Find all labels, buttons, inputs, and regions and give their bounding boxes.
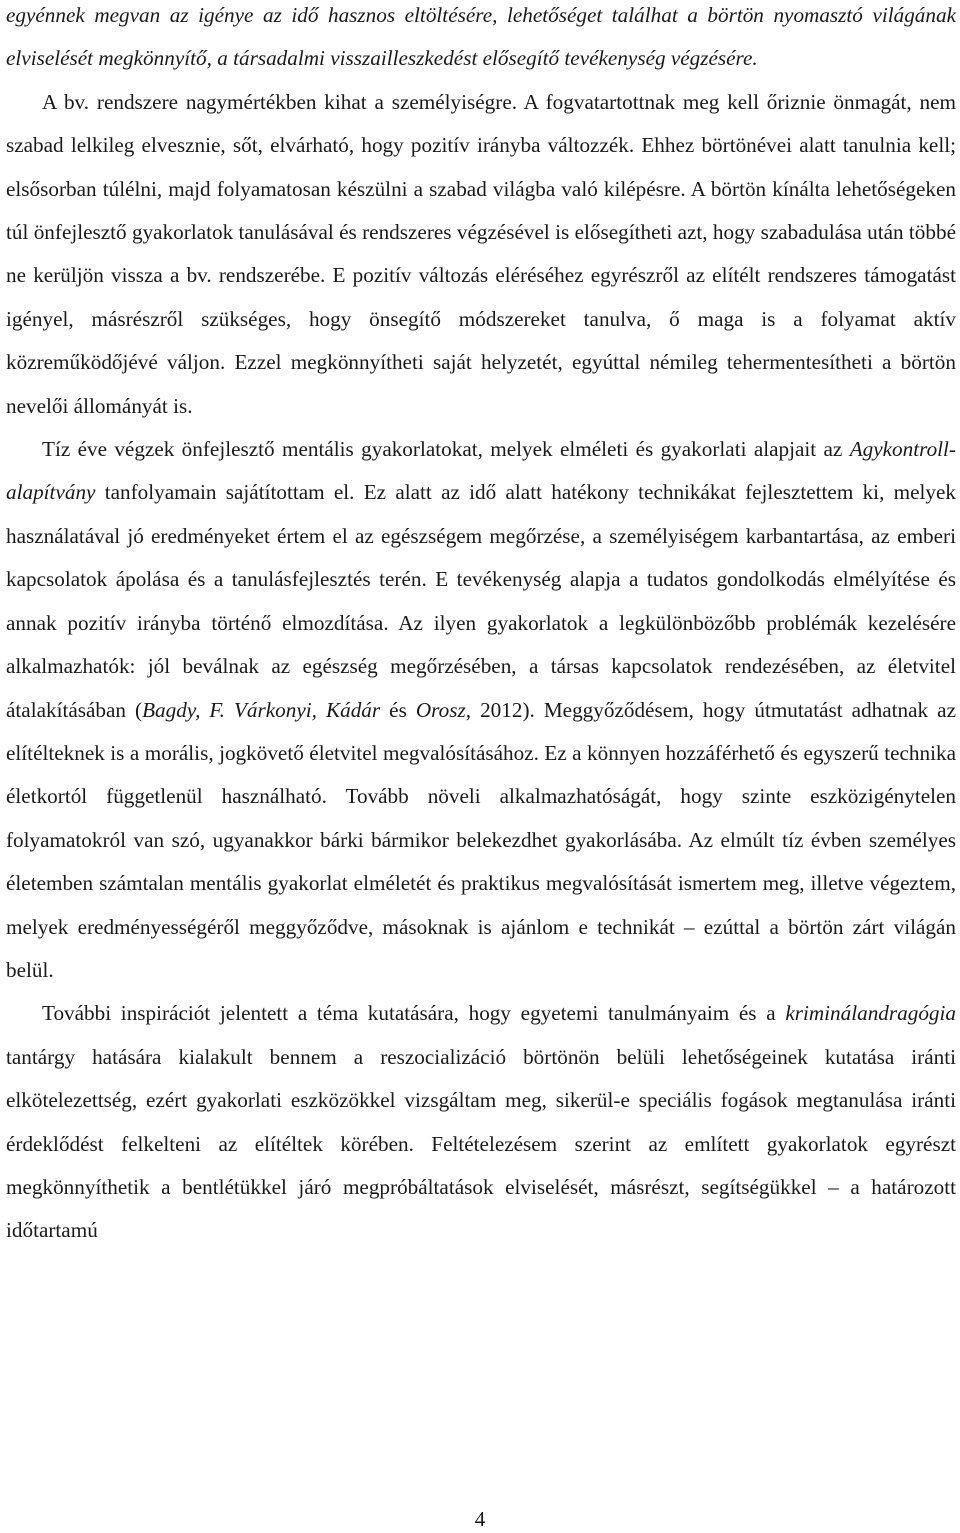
paragraph [6, 992, 956, 1252]
text-run: Tíz éve végzek önfejlesztő mentális gyakorlatokat, melyek elméleti és gyakorlati alapjait az [42, 437, 850, 462]
paragraph [6, 81, 956, 428]
text-run: tantárgy hatására kialakult bennem a reszocializáció börtönön belüli lehetőségeinek kutatása iránti elkötelezettség, ezért gyakorlati eszközökkel vizsgáltam meg, sikerül-e speciális fogások megtanulása iránti érdeklődést felkelteni az elítéltek körében. Feltételezésem szerint az említett gyakorlatok egyrészt megkönnyíthetik a bentlétükkel járó megpróbáltatások elviselését, másrészt, segítségükkel – a határozott időtartamú [6, 1044, 956, 1243]
paragraph [6, 428, 956, 992]
paragraph [6, 0, 956, 81]
italic-text: Bagdy, F. Várkonyi, Kádár [142, 697, 381, 722]
text-run: , 2012). Meggyőződésem, hogy útmutatást adhatnak az elítélteknek is a morális, jogkövető életvitel megvalósításához. Ez a könnyen hozzáférhető és egyszerű technika életkortól függetlenül használható. Tovább növeli alkalmazhatóságát, hogy szinte eszközigénytelen folyamatokról van szó, ugyanakkor bárki bármikor belekezdhet gyakorlásába. Az elmúlt tíz évben személyes életemben számtalan mentális gyakorlat elméletét és praktikus megvalósítását ismertem meg, illetve végeztem, melyek eredményességéről meggyőződve, másoknak is ajánlom e technikát – ezúttal a börtön zárt világán belül. [6, 697, 956, 982]
italic-text: kriminálandragógia [785, 1001, 956, 1026]
italic-text: egyénnek megvan az igénye az idő hasznos eltöltésére, lehetőséget találhat a börtön nyomasztó világának elviselését megkönnyítő, a társadalmi visszailleszkedést elősegítő tevékenység végzésére. [6, 3, 956, 71]
text-run: és [380, 697, 416, 722]
text-run: tanfolyamain sajátítottam el. Ez alatt az idő alatt hatékony technikákat fejlesztettem ki, melyek használatával jó eredményeket értem el az egészségem megőrzése, a személyiségem karbantartása, az emberi kapcsolatok ápolása és a tanulásfejlesztés terén. E tevékenység alapja a tudatos gondolkodás elmélyítése és annak pozitív irányba történő elmozdítása. Az ilyen gyakorlatok a legkülönbözőbb problémák kezelésére alkalmazhatók: jól beválnak az egészség megőrzésében, a társas kapcsolatok rendezésében, az életvitel átalakításában ( [6, 480, 956, 722]
italic-text: Agykontroll-alapítvány [6, 437, 956, 505]
italic-text: Orosz [415, 697, 466, 722]
page-number: 4 [474, 1507, 486, 1531]
text-run: További inspirációt jelentett a téma kutatására, hogy egyetemi tanulmányaim és a [42, 1001, 786, 1026]
text-run: A bv. rendszere nagymértékben kihat a személyiségre. A fogvatartottnak meg kell őriznie önmagát, nem szabad lelkileg elvesznie, sőt, elvárható, hogy pozitív irányba változzék. Ehhez börtönévei alatt tanulnia kell; elsősorban túlélni, majd folyamatosan készülni a szabad világba való kilépésre. A börtön kínálta lehetőségeken túl önfejlesztő gyakorlatok tanulásával és rendszeres végzésével is elősegítheti azt, hogy szabadulása után többé ne kerüljön vissza a bv. rendszerébe. E pozitív változás eléréséhez egyrészről az elítélt rendszeres támogatást igényel, másrészről szükséges, hogy önsegítő módszereket tanulva, ő maga is a folyamat aktív közreműködőjévé váljon. Ezzel megkönnyítheti saját helyzetét, egyúttal némileg tehermentesítheti a börtön nevelői állományát is. [6, 89, 956, 418]
body-text [6, 0, 956, 1253]
